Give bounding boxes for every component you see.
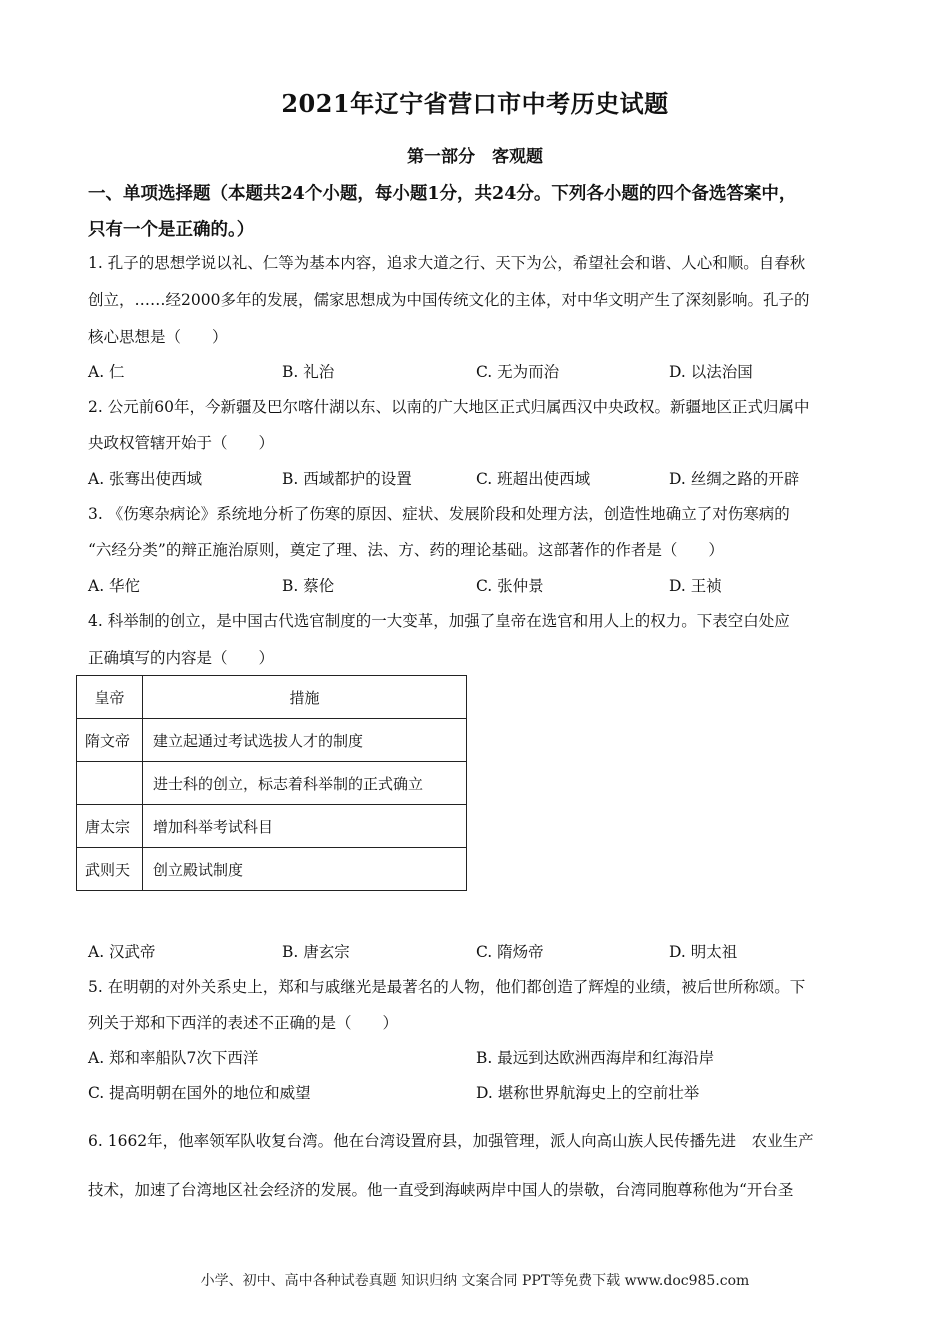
table-cell-measure: 创立殿试制度: [143, 848, 467, 891]
question-text-line: 创立，……经2000多年的发展，儒家思想成为中国传统文化的主体，对中华文明产生了深刻影响。孔子的: [88, 291, 810, 309]
option-d: D. 以法治国: [669, 363, 753, 381]
table-cell-measure: 增加科举考试科目: [143, 805, 467, 848]
option-d: D. 王祯: [669, 577, 722, 595]
option-c: C. 无为而治: [476, 363, 560, 381]
option-a: A. 张骞出使西域: [88, 470, 203, 488]
emperor-measures-table: [76, 675, 467, 891]
table-row: [77, 848, 467, 891]
option-b: B. 礼治: [282, 363, 335, 381]
table-cell-emperor: 武则天: [77, 848, 143, 891]
table-cell-emperor: 隋文帝: [77, 719, 143, 762]
option-c: C. 提高明朝在国外的地位和威望: [88, 1084, 311, 1102]
table-header-row: [77, 676, 467, 719]
question-text-line: 2. 公元前60年，今新疆及巴尔喀什湖以东、以南的广大地区正式归属西汉中央政权。新疆地区正式归属中: [88, 398, 810, 416]
question-text-line: 5. 在明朝的对外关系史上，郑和与戚继光是最著名的人物，他们都创造了辉煌的业绩，被后世所称颂。下: [88, 978, 806, 996]
option-c: C. 张仲景: [476, 577, 544, 595]
question-text-line: 4. 科举制的创立，是中国古代选官制度的一大变革，加强了皇帝在选官和用人上的权力。下表空白处应: [88, 612, 790, 630]
question-text-line: 列关于郑和下西洋的表述不正确的是（ ）: [88, 1014, 399, 1032]
question-text-line: 6. 1662年，他率领军队收复台湾。他在台湾设置府县，加强管理，派人向高山族人民传播先进 农业生产: [88, 1132, 814, 1150]
option-d: D. 堪称世界航海史上的空前壮举: [476, 1084, 700, 1102]
option-b: B. 蔡伦: [282, 577, 335, 595]
page-footer: 小学、初中、高中各种试卷真题 知识归纳 文案合同 PPT等免费下载 www.doc985.com: [200, 1273, 750, 1289]
option-b: B. 唐玄宗: [282, 943, 350, 961]
part-heading: 第一部分 客观题: [407, 147, 543, 167]
section-heading-line-1: 一、单项选择题（本题共24个小题，每小题1分，共24分。下列各小题的四个备选答案中，: [88, 184, 797, 204]
question-text-line: 3. 《伤寒杂病论》系统地分析了伤寒的原因、症状、发展阶段和处理方法，创造性地确立了对伤寒病的: [88, 505, 790, 523]
question-text-line: 央政权管辖开始于（ ）: [88, 434, 275, 452]
question-text-line: 1. 孔子的思想学说以礼、仁等为基本内容，追求大道之行、天下为公，希望社会和谐、人心和顺。自春秋: [88, 254, 806, 272]
question-text-line: 核心思想是（ ）: [88, 328, 228, 346]
option-d: D. 丝绸之路的开辟: [669, 470, 800, 488]
option-a: A. 华佗: [88, 577, 141, 595]
question-text-line: 技术，加速了台湾地区社会经济的发展。他一直受到海峡两岸中国人的崇敬，台湾同胞尊称他为“开台圣: [88, 1181, 794, 1199]
question-text-line: “六经分类”的辩正施治原则，奠定了理、法、方、药的理论基础。这部著作的作者是（ ）: [88, 541, 724, 559]
question-text-line: 正确填写的内容是（ ）: [88, 649, 275, 667]
option-a: A. 仁: [88, 363, 125, 381]
table-row: [77, 805, 467, 848]
option-b: B. 最远到达欧洲西海岸和红海沿岸: [476, 1049, 715, 1067]
option-a: A. 汉武帝: [88, 943, 156, 961]
table-header-emperor: 皇帝: [77, 676, 143, 719]
option-a: A. 郑和率船队7次下西洋: [88, 1049, 259, 1067]
option-c: C. 班超出使西域: [476, 470, 591, 488]
table-cell-measure: 进士科的创立，标志着科举制的正式确立: [143, 762, 467, 805]
table-header-measures: 措施: [143, 676, 467, 719]
table-cell-emperor-blank: [77, 762, 143, 805]
option-b: B. 西域都护的设置: [282, 470, 412, 488]
table-row: [77, 719, 467, 762]
option-c: C. 隋炀帝: [476, 943, 544, 961]
table-row: [77, 762, 467, 805]
exam-title: 2021年辽宁省营口市中考历史试题: [281, 89, 669, 118]
section-heading-line-2: 只有一个是正确的。）: [88, 220, 255, 240]
table-cell-measure: 建立起通过考试选拔人才的制度: [143, 719, 467, 762]
option-d: D. 明太祖: [669, 943, 738, 961]
table-cell-emperor: 唐太宗: [77, 805, 143, 848]
